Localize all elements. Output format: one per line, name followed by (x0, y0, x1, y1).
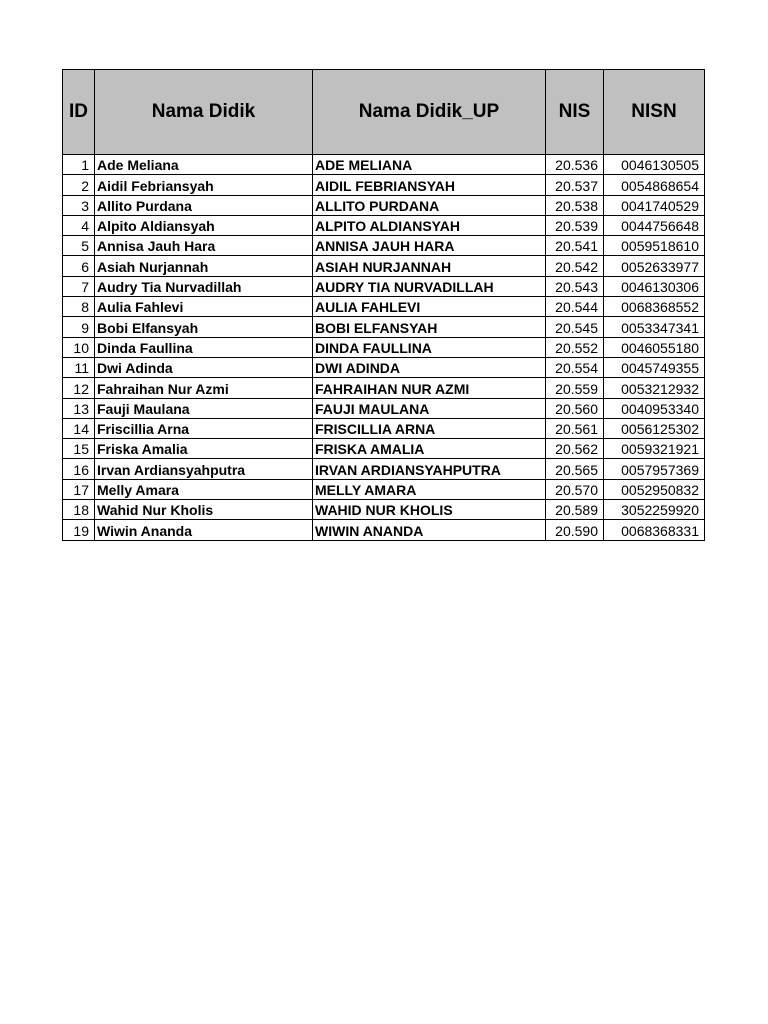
cell-nis: 20.562 (546, 439, 604, 459)
cell-nisn: 0059321921 (604, 439, 705, 459)
cell-nama-didik-up: DINDA FAULLINA (313, 337, 546, 357)
cell-nama-didik-up: ADE MELIANA (313, 155, 546, 175)
cell-id: 3 (63, 195, 95, 215)
cell-nis: 20.542 (546, 256, 604, 276)
cell-nisn: 0068368331 (604, 520, 705, 540)
table-header (63, 70, 705, 155)
cell-nisn: 0056125302 (604, 418, 705, 438)
cell-nisn: 0057957369 (604, 459, 705, 479)
cell-nama-didik-up: AIDIL FEBRIANSYAH (313, 175, 546, 195)
cell-id: 12 (63, 378, 95, 398)
table-row (63, 439, 705, 459)
table-row (63, 459, 705, 479)
cell-nisn: 0041740529 (604, 195, 705, 215)
table-row (63, 357, 705, 377)
cell-id: 11 (63, 357, 95, 377)
cell-nama-didik: Melly Amara (95, 479, 313, 499)
cell-nama-didik-up: AULIA FAHLEVI (313, 297, 546, 317)
cell-nama-didik-up: MELLY AMARA (313, 479, 546, 499)
table-row (63, 175, 705, 195)
cell-nama-didik-up: IRVAN ARDIANSYAHPUTRA (313, 459, 546, 479)
header-nama-didik: Nama Didik (95, 70, 313, 155)
header-id: ID (63, 70, 95, 155)
cell-id: 14 (63, 418, 95, 438)
header-nisn: NISN (604, 70, 705, 155)
cell-nama-didik-up: ALLITO PURDANA (313, 195, 546, 215)
cell-id: 4 (63, 215, 95, 235)
cell-nis: 20.559 (546, 378, 604, 398)
table-row (63, 215, 705, 235)
table-body (63, 155, 705, 541)
cell-nisn: 3052259920 (604, 500, 705, 520)
cell-nama-didik-up: FRISCILLIA ARNA (313, 418, 546, 438)
table-row (63, 236, 705, 256)
cell-nisn: 0046130306 (604, 276, 705, 296)
cell-nama-didik-up: ALPITO ALDIANSYAH (313, 215, 546, 235)
cell-nama-didik: Aidil Febriansyah (95, 175, 313, 195)
cell-nis: 20.539 (546, 215, 604, 235)
table-row (63, 418, 705, 438)
table-row (63, 479, 705, 499)
table-row (63, 276, 705, 296)
cell-id: 18 (63, 500, 95, 520)
cell-nama-didik: Audry Tia Nurvadillah (95, 276, 313, 296)
cell-nisn: 0068368552 (604, 297, 705, 317)
cell-nisn: 0059518610 (604, 236, 705, 256)
cell-nama-didik-up: BOBI ELFANSYAH (313, 317, 546, 337)
table-row (63, 317, 705, 337)
cell-nis: 20.544 (546, 297, 604, 317)
table-row (63, 500, 705, 520)
cell-nama-didik: Asiah Nurjannah (95, 256, 313, 276)
cell-nama-didik: Wahid Nur Kholis (95, 500, 313, 520)
cell-nama-didik: Aulia Fahlevi (95, 297, 313, 317)
cell-nama-didik-up: AUDRY TIA NURVADILLAH (313, 276, 546, 296)
cell-nisn: 0053347341 (604, 317, 705, 337)
cell-nis: 20.589 (546, 500, 604, 520)
cell-nama-didik: Dinda Faullina (95, 337, 313, 357)
cell-nisn: 0054868654 (604, 175, 705, 195)
cell-nama-didik: Alpito Aldiansyah (95, 215, 313, 235)
table-row (63, 155, 705, 175)
cell-nama-didik-up: WAHID NUR KHOLIS (313, 500, 546, 520)
cell-nisn: 0052950832 (604, 479, 705, 499)
cell-id: 17 (63, 479, 95, 499)
cell-nis: 20.560 (546, 398, 604, 418)
cell-nisn: 0044756648 (604, 215, 705, 235)
cell-nis: 20.561 (546, 418, 604, 438)
cell-nisn: 0053212932 (604, 378, 705, 398)
cell-nama-didik: Allito Purdana (95, 195, 313, 215)
cell-nis: 20.537 (546, 175, 604, 195)
cell-id: 7 (63, 276, 95, 296)
table-row (63, 378, 705, 398)
cell-id: 2 (63, 175, 95, 195)
cell-id: 16 (63, 459, 95, 479)
cell-nama-didik: Friscillia Arna (95, 418, 313, 438)
cell-nama-didik-up: WIWIN ANANDA (313, 520, 546, 540)
table-row (63, 256, 705, 276)
header-nama-didik-up: Nama Didik_UP (313, 70, 546, 155)
cell-nama-didik-up: ASIAH NURJANNAH (313, 256, 546, 276)
table-row (63, 398, 705, 418)
cell-nis: 20.570 (546, 479, 604, 499)
cell-nisn: 0040953340 (604, 398, 705, 418)
table-row (63, 520, 705, 540)
cell-nisn: 0052633977 (604, 256, 705, 276)
cell-nis: 20.545 (546, 317, 604, 337)
cell-nis: 20.552 (546, 337, 604, 357)
cell-id: 15 (63, 439, 95, 459)
cell-nis: 20.538 (546, 195, 604, 215)
cell-nis: 20.536 (546, 155, 604, 175)
header-nis: NIS (546, 70, 604, 155)
cell-id: 13 (63, 398, 95, 418)
cell-nama-didik-up: FRISKA AMALIA (313, 439, 546, 459)
cell-nama-didik: Annisa Jauh Hara (95, 236, 313, 256)
cell-nisn: 0045749355 (604, 357, 705, 377)
cell-nama-didik-up: FAUJI MAULANA (313, 398, 546, 418)
cell-nis: 20.543 (546, 276, 604, 296)
cell-nama-didik-up: FAHRAIHAN NUR AZMI (313, 378, 546, 398)
table-row (63, 195, 705, 215)
cell-nama-didik: Dwi Adinda (95, 357, 313, 377)
table-row (63, 297, 705, 317)
student-table (62, 69, 705, 541)
cell-nisn: 0046130505 (604, 155, 705, 175)
cell-nama-didik-up: ANNISA JAUH HARA (313, 236, 546, 256)
cell-nama-didik: Fauji Maulana (95, 398, 313, 418)
cell-id: 6 (63, 256, 95, 276)
cell-id: 10 (63, 337, 95, 357)
cell-nama-didik: Bobi Elfansyah (95, 317, 313, 337)
cell-id: 8 (63, 297, 95, 317)
cell-nama-didik: Friska Amalia (95, 439, 313, 459)
cell-nis: 20.590 (546, 520, 604, 540)
cell-id: 5 (63, 236, 95, 256)
cell-nama-didik: Ade Meliana (95, 155, 313, 175)
cell-nama-didik: Wiwin Ananda (95, 520, 313, 540)
cell-nama-didik: Irvan Ardiansyahputra (95, 459, 313, 479)
cell-nis: 20.541 (546, 236, 604, 256)
student-table-container (62, 69, 705, 541)
cell-nis: 20.554 (546, 357, 604, 377)
cell-nis: 20.565 (546, 459, 604, 479)
table-row (63, 337, 705, 357)
cell-id: 9 (63, 317, 95, 337)
header-row (63, 70, 705, 155)
cell-nama-didik-up: DWI ADINDA (313, 357, 546, 377)
cell-id: 19 (63, 520, 95, 540)
cell-nisn: 0046055180 (604, 337, 705, 357)
cell-nama-didik: Fahraihan Nur Azmi (95, 378, 313, 398)
cell-id: 1 (63, 155, 95, 175)
